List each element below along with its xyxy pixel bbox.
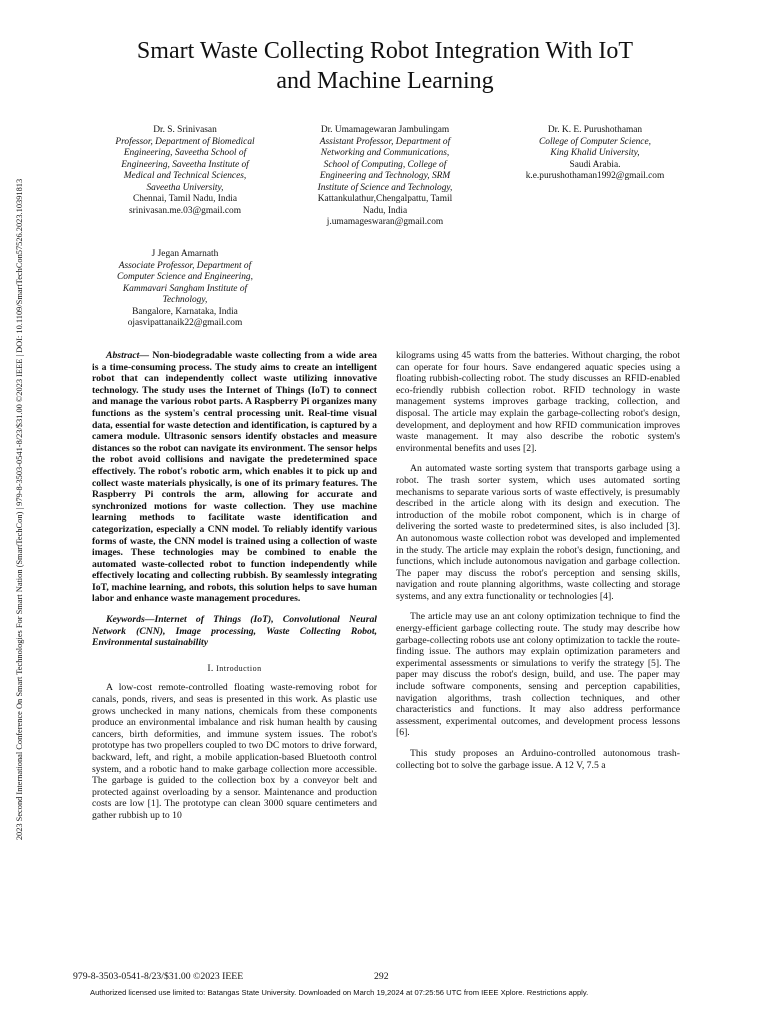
author-location: Saudi Arabia. — [569, 159, 621, 170]
title-line-1: Smart Waste Collecting Robot Integration With IoT — [136, 38, 634, 64]
page-number: 292 — [374, 971, 389, 982]
author-location: Kattankulathur,Chengalpattu, Tamil — [317, 194, 453, 204]
body-paragraph: kilograms using 45 watts from the batteries. Without charging, the robot can operate for four hours. Save endangered aquatic species using a floating rubbish-collecting robot. The study discusses an RFID-enabled eco-friendly rubbish collection robot. RFID technology in waste management systems improves garbage tracking, collection, and disposal. The article may explain the garbage-collecting robot's design, development, and deployment and how RFID communication improves waste management. It may also describe the robotic system's environmental benefits and uses [2]. — [396, 350, 680, 454]
body-paragraph: An automated waste sorting system that transports garbage using a robot. The trash sorter system, which uses automated sorting mechanisms to separate various sorts of waste effectively, is presumably described in the article along with its design and execution. The introduction of the mobile robot component, which is in charge of delivering the sorted waste to predetermined sites, is also included [3]. An autonomous waste collection robot was developed and implemented in the study. The article may explain the robot's design, functioning, and functions, which include autonomous navigation and garbage collection. The paper may discuss the robot's perception and sensing skills, navigation and route planning algorithms, waste collecting and storage systems, and any extra functionality or technologies [4]. — [396, 463, 680, 602]
section-title: Introduction — [216, 663, 262, 673]
author-affiliation-line: Kammavari Sangham Institute of — [122, 283, 248, 294]
abstract-label: Abstract— — [106, 350, 150, 361]
author-email: j.umamageswaran@gmail.com — [326, 217, 444, 227]
abstract — [92, 350, 377, 605]
author-block-1 — [90, 125, 280, 217]
author-affiliation-line: Saveetha University, — [146, 182, 224, 193]
author-location: Nadu, India — [362, 205, 408, 216]
title-line-2: and Machine Learning — [276, 68, 494, 94]
body-paragraph: A low-cost remote-controlled floating waste-removing robot for canals, ponds, rivers, and seas is presented in this work. As plastic use grows unchecked in many nations, chemicals from these components produce an environmental imbalance and risk human health by causing cancers, birth deformities, and immune system issues. The robot's prototype has two propellers coupled to two DC motors to drive forward, backward, left, and right, a mobile application-based Bluetooth control system, and a robotic hand to make garbage collection more accessible. The garbage is guided to the collection box by a conveyor belt and protected against overloading by a sensor. Maintenance and production costs are low [1]. The prototype can clean 3000 square centimeters and gather rubbish up to 10 — [92, 682, 377, 821]
author-location: Chennai, Tamil Nadu, India — [132, 194, 238, 204]
body-paragraph: This study proposes an Arduino-controlled autonomous trash-collecting bot to solve the garbage issue. A 12 V, 7.5 a — [396, 748, 680, 771]
license-notice: Authorized licensed use limited to: Batangas State University. Downloaded on March 19,2024 at 07:25:56 UTC from IEEE Xplore. Restrictions apply. — [90, 988, 589, 997]
side-citation-strip — [15, 100, 24, 920]
author-location: Bangalore, Karnataka, India — [132, 306, 238, 317]
author-block-2 — [290, 125, 480, 229]
author-affiliation-line: Engineering and Technology, SRM — [319, 171, 451, 181]
author-name: Dr. S. Srinivasan — [153, 125, 217, 135]
author-name: Dr. K. E. Purushothaman — [547, 125, 643, 135]
author-email: k.e.purushothaman1992@gmail.com — [525, 171, 665, 181]
section-heading — [92, 663, 377, 675]
footer-copyright: 979-8-3503-0541-8/23/$31.00 ©2023 IEEE — [73, 971, 244, 982]
right-column — [396, 350, 680, 771]
author-affiliation-line: Institute of Science and Technology, — [317, 182, 453, 193]
author-email: ojasvipattanaik22@gmail.com — [127, 318, 243, 328]
author-affiliation-line: Computer Science and Engineering, — [117, 272, 253, 282]
author-affiliation-line: Technology, — [162, 295, 208, 305]
author-name: Dr. Umamagewaran Jambulingam — [320, 125, 450, 135]
body-paragraph: The article may use an ant colony optimization technique to find the energy-efficient garbage collecting route. The study may describe how garbage-collecting robots use ant colony optimization to tackle the route-finding issue. The authors may explain optimization parameters and experimental assessments or simulations to verify the strategy [5]. The paper may discuss the robot's design, build, and use. The paper may include software components, sensing and perception capabilities, navigation algorithms, trash collection techniques, and other characteristics and functions. It may also address performance assessment, experimental outcomes, and development process lessons [6]. — [396, 611, 680, 739]
author-affiliation-line: Networking and Communications, — [320, 148, 450, 158]
author-block-4 — [90, 249, 280, 330]
paper-title — [60, 36, 710, 96]
author-affiliation-line: Engineering, Saveetha School of — [123, 148, 247, 158]
author-affiliation-line: Assistant Professor, Department of — [319, 136, 451, 147]
author-block-3 — [495, 125, 695, 183]
keywords: Keywords—Internet of Things (IoT), Convolutional Neural Network (CNN), Image processing, Waste Collecting Robot, Environmental sustainability — [92, 614, 377, 649]
author-affiliation-line: Engineering, Saveetha Institute of — [121, 159, 249, 170]
author-affiliation-line: College of Computer Science, — [539, 136, 651, 147]
author-affiliation-line: Professor, Department of Biomedical — [115, 136, 255, 147]
author-email: srinivasan.me.03@gmail.com — [129, 205, 241, 216]
author-affiliation-line: Medical and Technical Sciences, — [123, 171, 247, 181]
side-citation-text: 2023 Second International Conference On Smart Technologies For Smart Nation (SmartTechCon) | 979-8-3503-0541-8/23/$31.00 ©2023 IEEE | DOI: 10.1109/SmartTechCon57526.2023.10391813 — [15, 178, 24, 841]
left-column — [92, 350, 377, 822]
author-name: J Jegan Amarnath — [151, 249, 219, 259]
author-affiliation-line: School of Computing, College of — [323, 159, 447, 170]
section-number: I. — [207, 662, 217, 674]
abstract-text: Non-biodegradable waste collecting from a wide area is a time-consuming process. The study aims to create an intelligent robot that can independently collect waste utilizing innovative technology. The study uses the Internet of Things (IoT) to connect and manage the various robot parts. A Raspberry Pi organizes many functions as the system's central processing unit. Real-time visual data, essential for waste detection and identification, is captured by a camera module. Ultrasonic sensors identify obstacles and measure distances so the robot can navigate its environment. The sensor helps the robot avoid collisions and navigate the predetermined space effectively. The robot's robotic arm, which enables it to pick up and collect waste materials physically, is one of its primary features. The Raspberry Pi controls the arm, allowing for accurate and synchronized motions for waste collection. They use machine learning methods to facilitate waste identification and categorization, especially a CNN model. To reliably identify various forms of waste, the CNN model is trained using a collection of waste images. These technologies may be combined to enable the automated waste-collected robot to function independently while effectively locating and collecting rubbish. By seamlessly integrating IoT, machine learning, and robots, this solution helps to save human labor and enhance waste management procedures. — [92, 350, 377, 605]
author-affiliation-line: Associate Professor, Department of — [118, 260, 252, 271]
author-affiliation-line: King Khalid University, — [550, 148, 640, 158]
